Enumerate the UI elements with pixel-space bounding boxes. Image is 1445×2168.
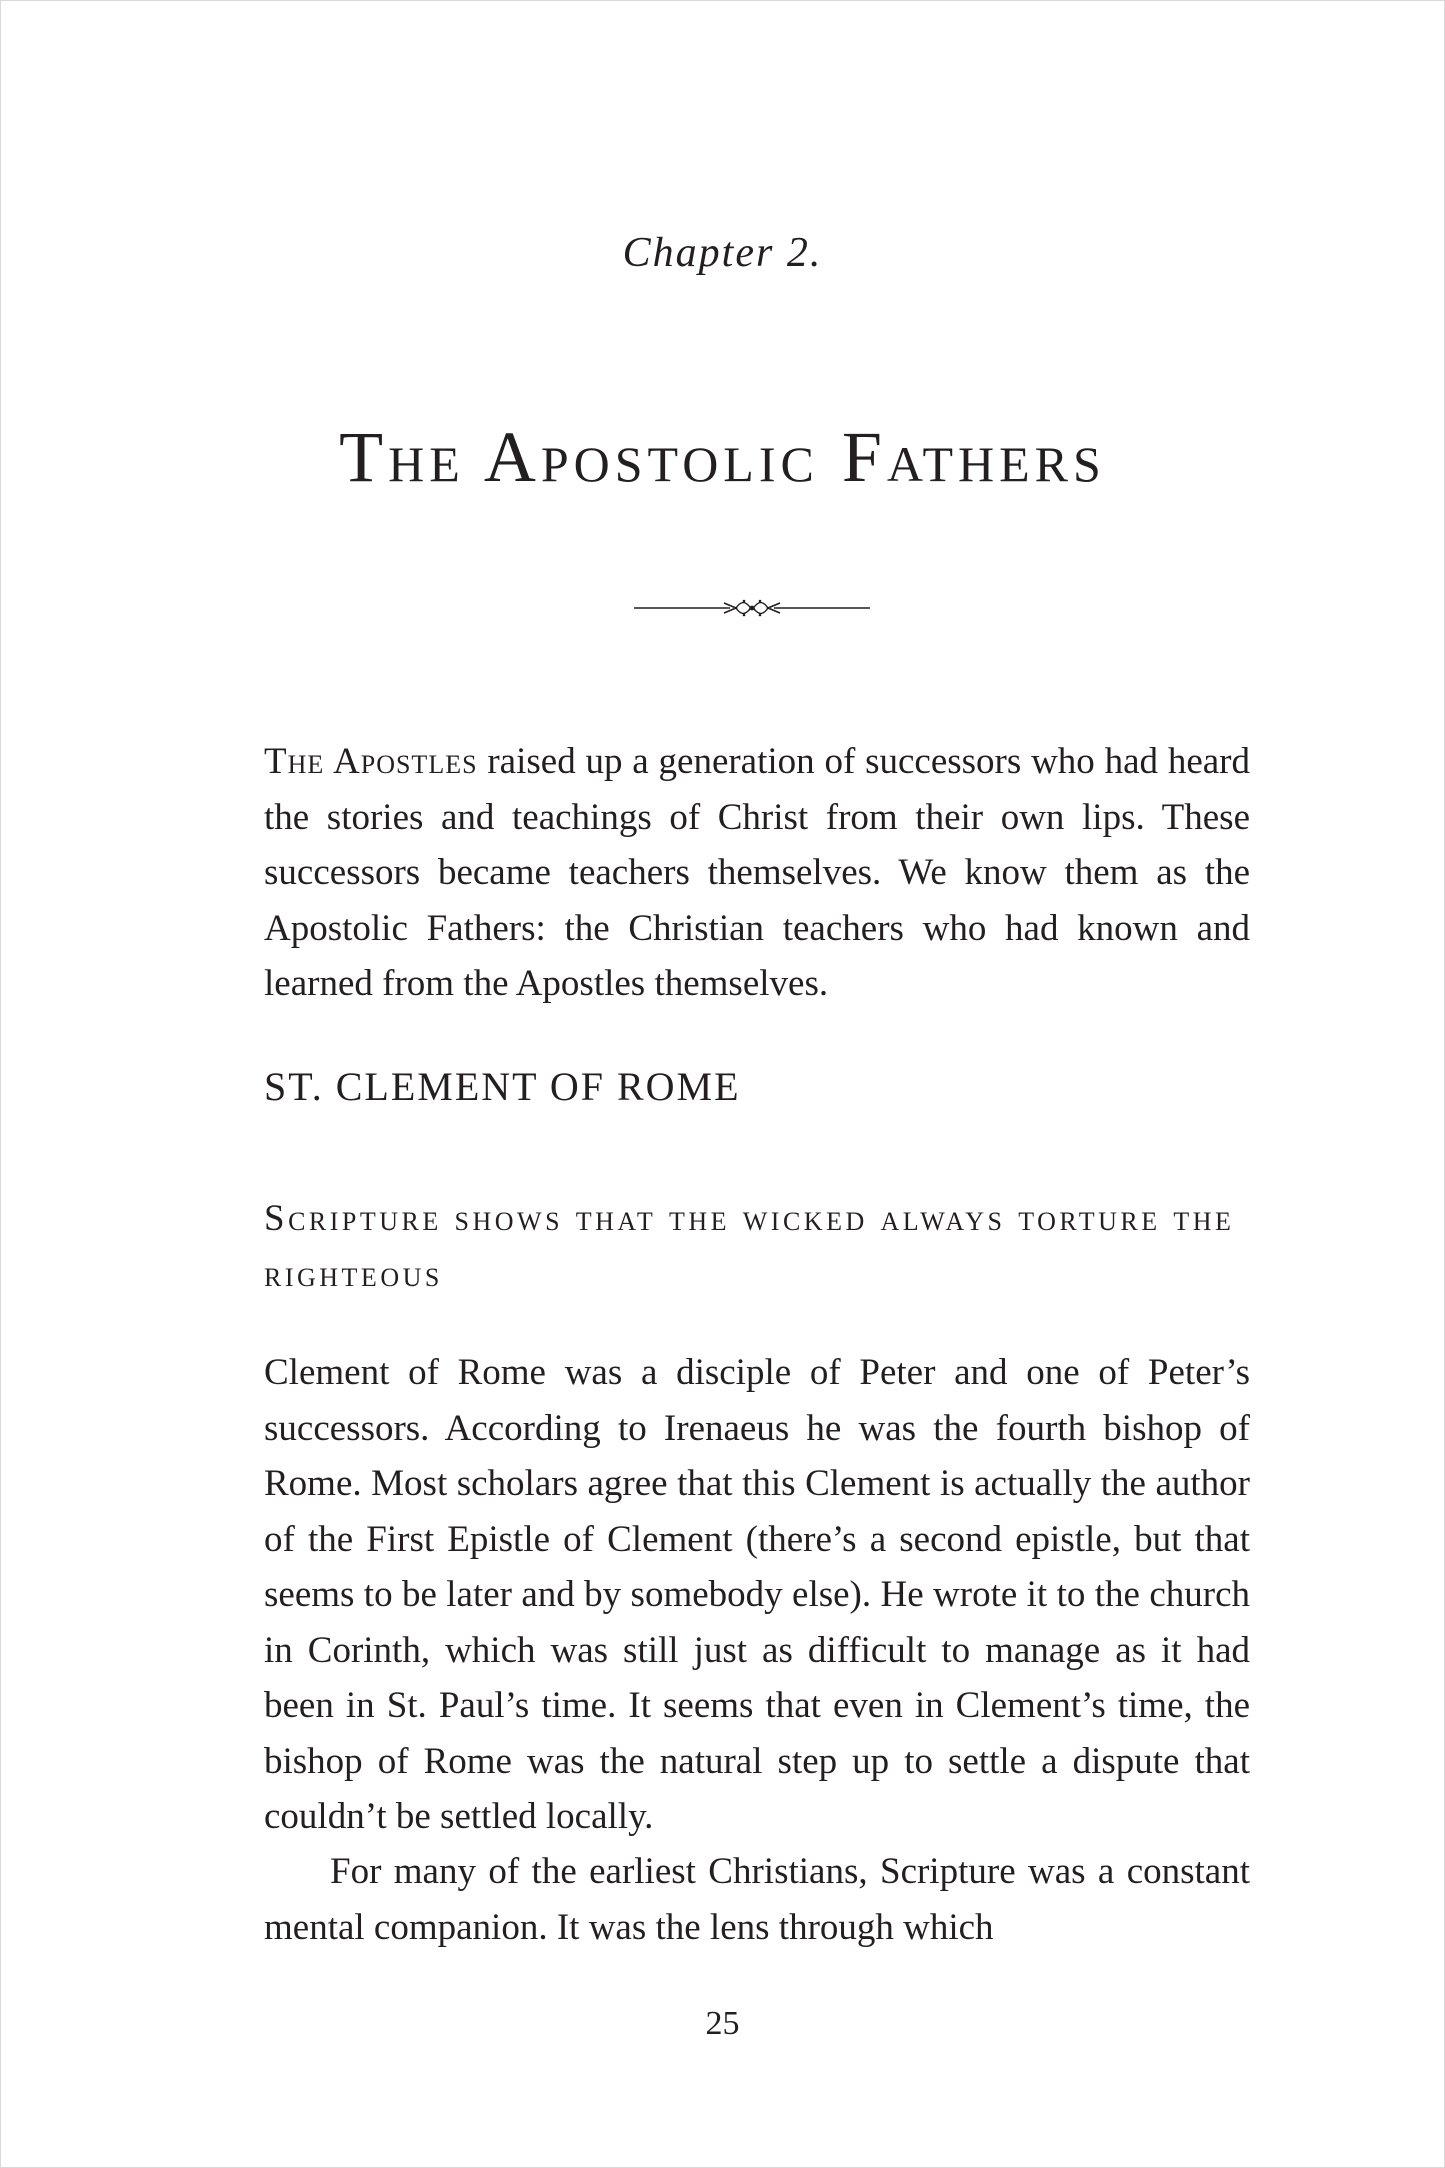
chapter-label: Chapter 2. — [622, 230, 823, 276]
body-paragraph: For many of the earliest Christians, Scripture was a constant mental companion. It was the lens through which — [264, 1851, 1250, 1948]
intro-lead-words: The Apostles — [264, 741, 478, 782]
intro-paragraph — [264, 734, 1250, 1012]
section-subheading: Scripture shows that the wicked always torture the righteous — [264, 1198, 1235, 1295]
intro-text: raised up a generation of successors who had heard the stories and teachings of Christ from their own lips. These successors became teachers themselves. We know them as the Apostolic Fathers: the Christian teachers who had known and learned from the Apostles themselves. — [264, 741, 1250, 1004]
body-paragraph: Clement of Rome was a disciple of Peter and one of Peter’s successors. According to Irenaeus he was the fourth bishop of Rome. Most scholars agree that this Clement is actually the author of the First Epistle of Clement (there’s a second epistle, but that seems to be later and by somebody else). He wrote it to the church in Corinth, which was still just as difficult to manage as it had been in St. Paul’s time. It seems that even in Clement’s time, the bishop of Rome was the natural step up to settle a dispute that couldn’t be settled locally. — [264, 1352, 1250, 1837]
floral-divider-icon — [634, 593, 870, 623]
page-number: 25 — [705, 2005, 740, 2042]
section-heading: ST. CLEMENT OF ROME — [264, 1064, 741, 1109]
chapter-title: The Apostolic Fathers — [339, 417, 1106, 497]
